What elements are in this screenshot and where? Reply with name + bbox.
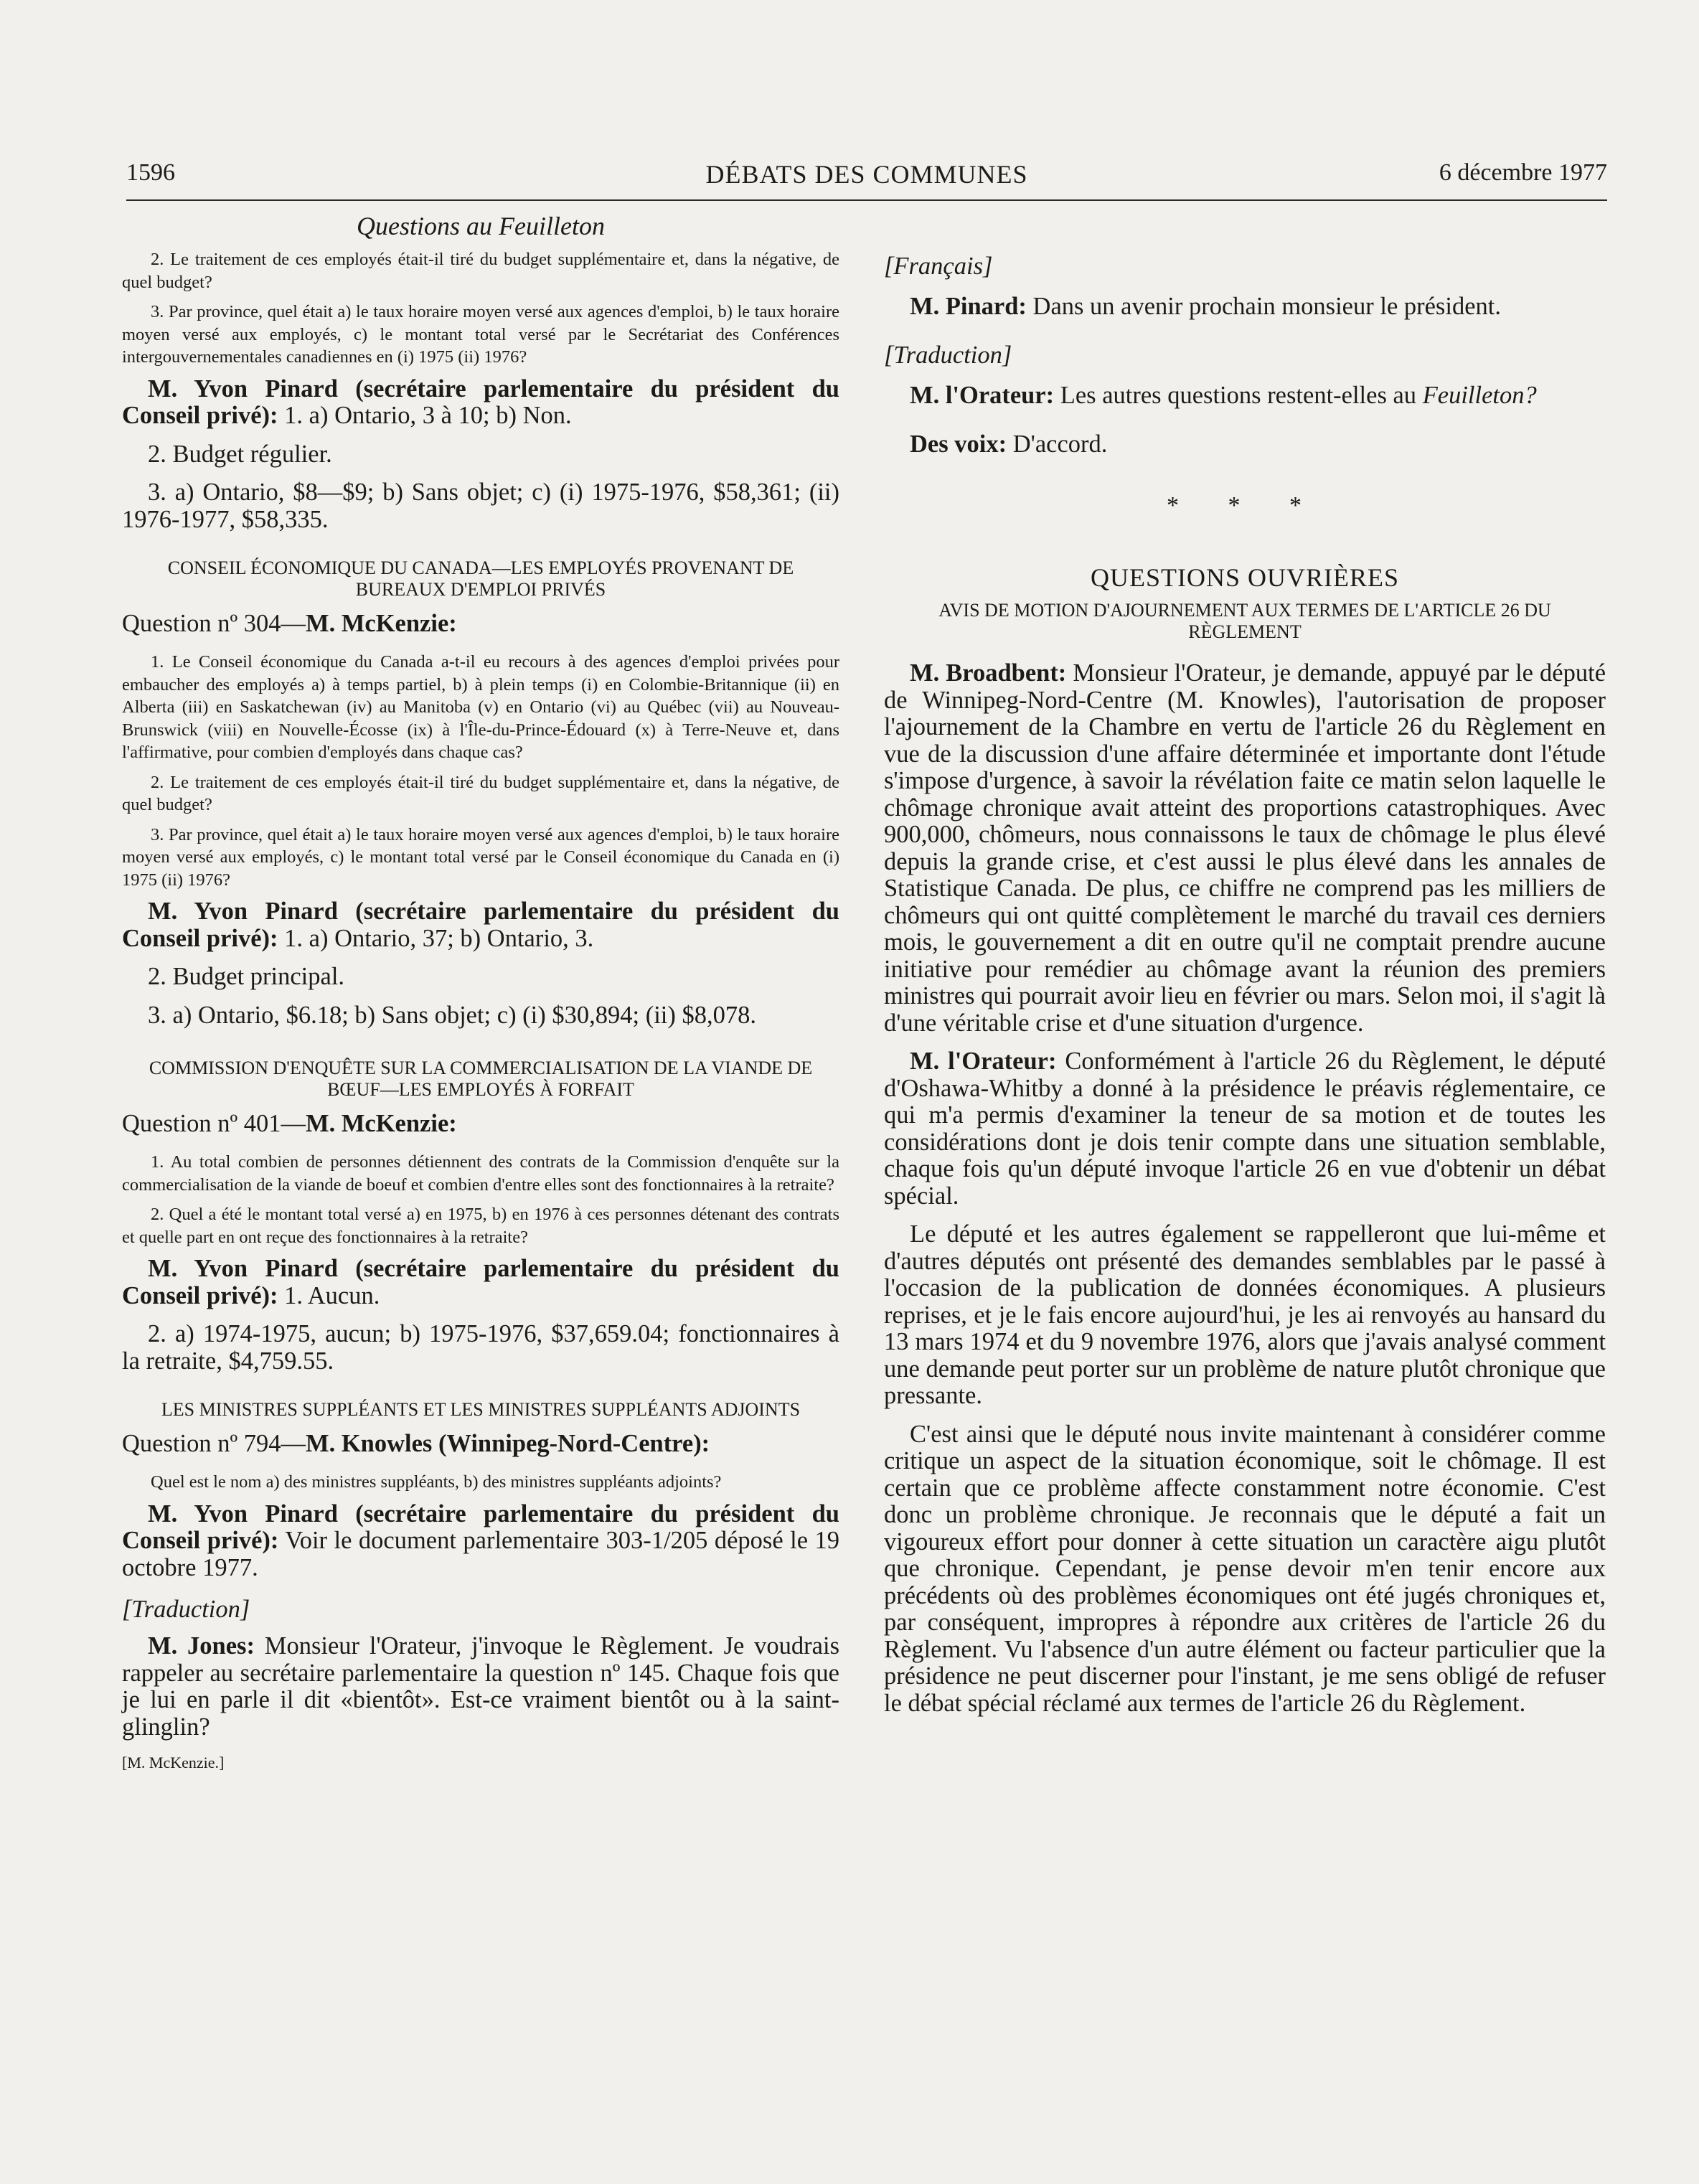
speaker-name: M. Yvon Pinard (secrétaire parlementaire du président du Conseil privé):: [122, 375, 839, 429]
question-number: Question nº 304—M. McKenzie:: [122, 610, 457, 637]
speaker-name: M. Broadbent:: [910, 659, 1067, 687]
speaker-name: M. Yvon Pinard (secrétaire parlementaire du président du Conseil privé):: [122, 1255, 839, 1309]
translation-tag: [Traduction]: [884, 342, 1012, 369]
question-text: 3. Par province, quel était a) le taux horaire moyen versé aux agences d'emploi, b) le taux horaire moyen versé aux employés, c) le montant total versé par le Secrétariat des Conférences intergouvernementales canadiennes en (i) 1975 (ii) 1976?: [122, 302, 839, 367]
page-number: 1596: [126, 159, 175, 186]
speech-paragraph: Le député et les autres également se rappelleront que lui-même et d'autres députés ont présenté des demandes semblables par le passé à l'occasion de la publication de données économiques. A plusieurs reprises, et je le fais encore aujourd'hui, je les ai renvoyés au hansard du 13 mars 1974 et du 9 novembre 1976, alors que j'avais analysé comment une demande peut porter sur un problème de nature plutôt chronique que pressante.: [884, 1220, 1606, 1409]
answer-paragraph: M. Yvon Pinard (secrétaire parlementaire du président du Conseil privé): Voir le document parlementaire 303-1/205 déposé le 19 octobre 1977.: [122, 1500, 839, 1581]
page-date: 6 décembre 1977: [1439, 159, 1607, 186]
question-heading: CONSEIL ÉCONOMIQUE DU CANADA—LES EMPLOYÉS PROVENANT DE BUREAUX D'EMPLOI PRIVÉS: [167, 557, 794, 600]
section-title: Questions au Feuilleton: [357, 212, 605, 240]
answer-paragraph: 2. Budget régulier.: [148, 440, 332, 468]
speech-paragraph: M. Broadbent: Monsieur l'Orateur, je demande, appuyé par le député de Winnipeg-Nord-Centre (M. Knowles), l'autorisation de proposer l'ajournement de la Chambre en vertu de l'article 26 du Règlement en vue de la discussion d'une affaire déterminée et importante dont l'étude s'impose d'urgence, à savoir la révélation faite ce matin selon laquelle le chômage chronique avait atteint des proportions catastrophiques. Avec 900,000, chômeurs, nous connaissons le taux de chômage le plus élevé depuis la grande crise, et c'est aussi le plus élevé dans les annales de Statistique Canada. De plus, ce chiffre ne comprend pas les milliers de chômeurs qui ont quitté complètement le marché du travail ces derniers mois, le gouvernement a dit en outre qu'il ne comptait prendre aucune initiative pour remédier au chômage avant la réunion des premiers ministres qui pourrait avoir lieu en février ou mars. Selon moi, il s'agit là d'une véritable crise et d'une situation d'urgence.: [884, 659, 1606, 1037]
question-text: 1. Au total combien de personnes détiennent des contrats de la Commission d'enquête sur la commercialisation de la viande de boeuf et combien d'entre elles sont des fonctionnaires à la retraite?: [122, 1152, 839, 1195]
speech-paragraph: M. l'Orateur: Les autres questions restent-elles au Feuilleton?: [910, 382, 1537, 409]
answer-paragraph: M. Yvon Pinard (secrétaire parlementaire du président du Conseil privé): 1. Aucun.: [122, 1255, 839, 1309]
answer-paragraph: 3. a) Ontario, $6.18; b) Sans objet; c) (i) $30,894; (ii) $8,078.: [148, 1001, 756, 1029]
speaker-name: M. Yvon Pinard (secrétaire parlementaire du président du Conseil privé):: [122, 898, 839, 952]
language-tag: [Français]: [884, 253, 993, 280]
question-heading: COMMISSION D'ENQUÊTE SUR LA COMMERCIALISATION DE LA VIANDE DE BŒUF—LES EMPLOYÉS À FORFAIT: [149, 1058, 813, 1100]
speech-paragraph: M. Jones: Monsieur l'Orateur, j'invoque le Règlement. Je voudrais rappeler au secrétaire parlementaire la question nº 145. Chaque fois que je lui en parle il dit «bientôt». Est-ce vraiment bientôt ou à la saint-glinglin?: [122, 1632, 839, 1741]
answer-paragraph: 3. a) Ontario, $8—$9; b) Sans objet; c) (i) 1975-1976, $58,361; (ii) 1976-1977, $58,335.: [122, 479, 839, 533]
speech-paragraph: Des voix: D'accord.: [910, 430, 1108, 458]
speaker-name: Des voix:: [910, 430, 1007, 458]
question-text: 2. Quel a été le montant total versé a) en 1975, b) en 1976 à ces personnes détenant des contrats et quelle part en ont reçue des fonctionnaires à la retraite?: [122, 1205, 839, 1247]
publication-title: DÉBATS DES COMMUNES: [705, 160, 1028, 189]
question-text: 2. Le traitement de ces employés était-il tiré du budget supplémentaire et, dans la négative, de quel budget?: [122, 772, 839, 814]
translation-tag: [Traduction]: [122, 1596, 250, 1623]
answer-paragraph: 2. a) 1974-1975, aucun; b) 1975-1976, $37,659.04; fonctionnaires à la retraite, $4,759.55.: [122, 1320, 839, 1375]
speaker-name: M. Jones:: [148, 1632, 255, 1660]
question-heading: LES MINISTRES SUPPLÉANTS ET LES MINISTRES SUPPLÉANTS ADJOINTS: [161, 1399, 801, 1420]
asker-name: M. Knowles (Winnipeg-Nord-Centre):: [306, 1430, 710, 1457]
speech-paragraph: M. Pinard: Dans un avenir prochain monsieur le président.: [910, 293, 1501, 320]
speech-paragraph: M. l'Orateur: Conformément à l'article 26 du Règlement, le député d'Oshawa-Whitby a donné à la présidence le préavis réglementaire, ce qui m'a permis d'examiner la teneur de sa motion et de toutes les considérations dont je dois tenir compte dans une situation semblable, chaque fois qu'un député invoque l'article 26 en vue d'obtenir un débat spécial.: [884, 1048, 1606, 1210]
question-number: Question nº 794—M. Knowles (Winnipeg-Nord-Centre):: [122, 1430, 710, 1457]
speech-paragraph: C'est ainsi que le député nous invite maintenant à considérer comme critique un aspect de la situation économique, soit le chômage. Il est certain que ce problème affecte constamment notre économie. C'est donc un problème chronique. Je reconnais que le député a fait un vigoureux effort pour donner à cette situation un caractère aigu plutôt que chronique. Cependant, je pense devoir m'en tenir encore aux précédents où des problèmes économiques ont été jugés chroniques et, par conséquent, impropres à répondre aux critères de l'article 26 du Règlement. Vu l'absence d'un autre élément ou facteur particulier que la présidence ne peut discerner pour l'instant, je me sens obligé de refuser le débat spécial réclamé aux termes de l'article 26 du Règlement.: [884, 1420, 1606, 1717]
speaker-name: M. Yvon Pinard (secrétaire parlementaire du président du Conseil privé):: [122, 1500, 839, 1554]
answer-paragraph: M. Yvon Pinard (secrétaire parlementaire du président du Conseil privé): 1. a) Ontario, 3 à 10; b) Non.: [122, 375, 839, 429]
question-number: Question nº 401—M. McKenzie:: [122, 1110, 457, 1137]
speaker-name: M. Pinard:: [910, 293, 1027, 320]
section-heading: QUESTIONS OUVRIÈRES: [1090, 563, 1399, 592]
asker-name: M. McKenzie:: [306, 610, 457, 637]
answer-paragraph: 2. Budget principal.: [148, 963, 345, 990]
left-column: [122, 207, 839, 1772]
question-text: 1. Le Conseil économique du Canada a-t-il eu recours à des agences d'emploi privées pour embaucher des employés a) à temps partiel, b) à plein temps (i) en Colombie-Britannique (ii) en Alberta (iii) en Saskatchewan (iv) au Manitoba (v) en Ontario (vi) au Québec (vii) au Nouveau-Brunswick (viii) en Nouvelle-Écosse (ix) à l'Île-du-Prince-Édouard (x) à Terre-Neuve et, dans l'affirmative, pour combien d'employés dans chaque cas?: [122, 652, 839, 762]
section-separator: * * *: [1167, 492, 1323, 519]
right-column: [884, 207, 1606, 1728]
page-header: [126, 159, 1607, 201]
speaker-name: M. l'Orateur:: [910, 382, 1055, 409]
answer-paragraph: M. Yvon Pinard (secrétaire parlementaire du président du Conseil privé): 1. a) Ontario, 37; b) Ontario, 3.: [122, 898, 839, 952]
asker-name: M. McKenzie:: [306, 1110, 457, 1137]
section-subheading: AVIS DE MOTION D'AJOURNEMENT AUX TERMES DE L'ARTICLE 26 DU RÈGLEMENT: [938, 600, 1551, 642]
question-text: 2. Le traitement de ces employés était-il tiré du budget supplémentaire et, dans la négative, de quel budget?: [122, 250, 839, 292]
speaker-name: M. l'Orateur:: [910, 1048, 1057, 1075]
question-text: Quel est le nom a) des ministres suppléants, b) des ministres suppléants adjoints?: [151, 1472, 722, 1492]
question-text: 3. Par province, quel était a) le taux horaire moyen versé aux agences d'emploi, b) le taux horaire moyen versé aux employés, c) le montant total versé par le Conseil économique du Canada en (i) 1975 (ii) 1976?: [122, 824, 839, 890]
speaker-signature: [M. McKenzie.]: [122, 1754, 225, 1771]
